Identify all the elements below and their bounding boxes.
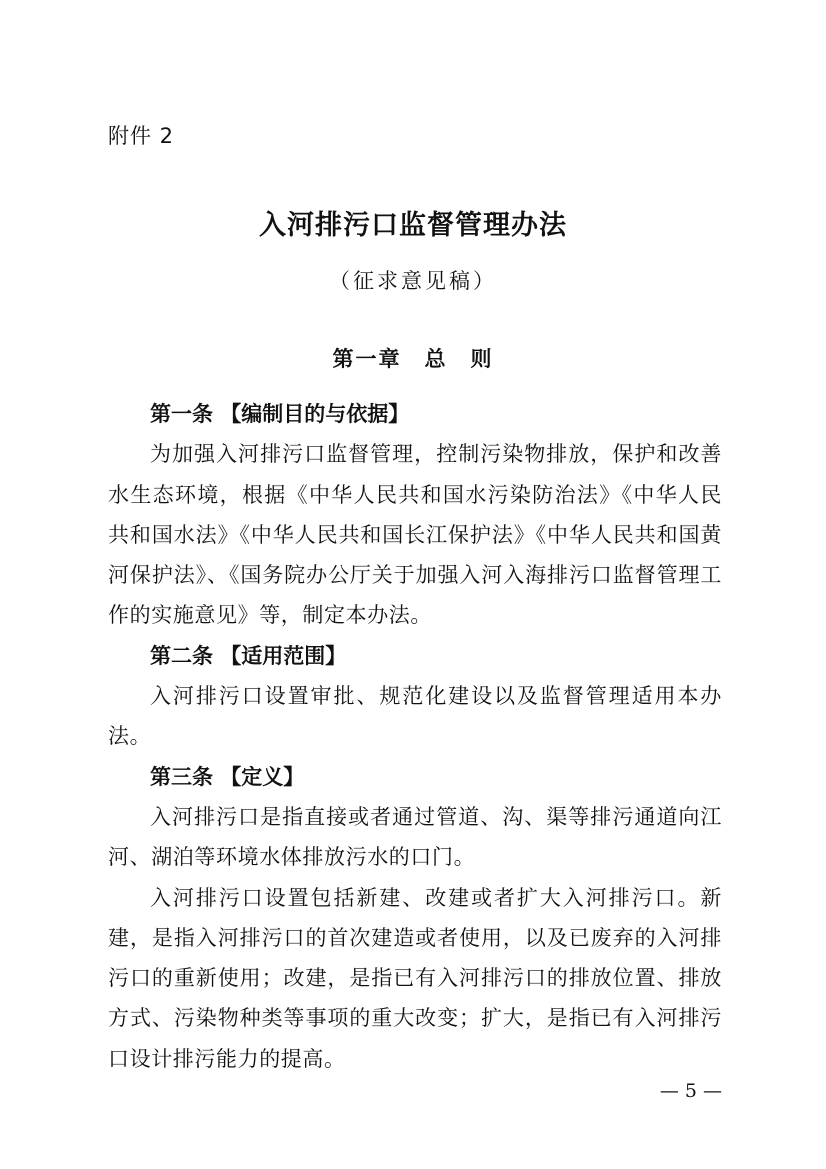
article-3-paragraph-1: 入河排污口是指直接或者通过管道、沟、渠等排污通道向江河、湖泊等环境水体排放污水的口门。 [108,804,722,870]
document-subtitle: （征求意见稿） [329,269,497,293]
article-3-heading: 第三条 【定义】 [150,764,305,789]
article-2-heading: 第二条 【适用范围】 [150,643,347,668]
article-1-heading: 第一条 【编制目的与依据】 [150,402,410,426]
chapter-heading: 第一章 总 则 [332,347,494,371]
attachment-label: 附件 2 [108,124,175,148]
article-2-paragraph: 入河排污口设置审批、规范化建设以及监督管理适用本办法。 [108,684,722,749]
article-3-paragraph-2: 入河排污口设置包括新建、改建或者扩大入河排污口。新建，是指入河排污口的首次建造或者使用，以及已废弃的入河排污口的重新使用；改建，是指已有入河排污口的排放位置、排放方式、污染物种类等事项的重大改变；扩大，是指已有入河排污口设计排污能力的提高。 [108,885,722,1071]
document-title: 入河排污口监督管理办法 [259,210,567,241]
page-number: — 5 — [659,1080,722,1102]
document-body [108,394,722,1079]
article-1-paragraph: 为加强入河排污口监督管理，控制污染物排放，保护和改善水生态环境，根据《中华人民共和国水污染防治法》《中华人民共和国水法》《中华人民共和国长江保护法》《中华人民共和国黄河保护法》、《国务院办公厅关于加强入河入海排污口监督管理工作的实施意见》等，制定本办法。 [108,442,722,628]
